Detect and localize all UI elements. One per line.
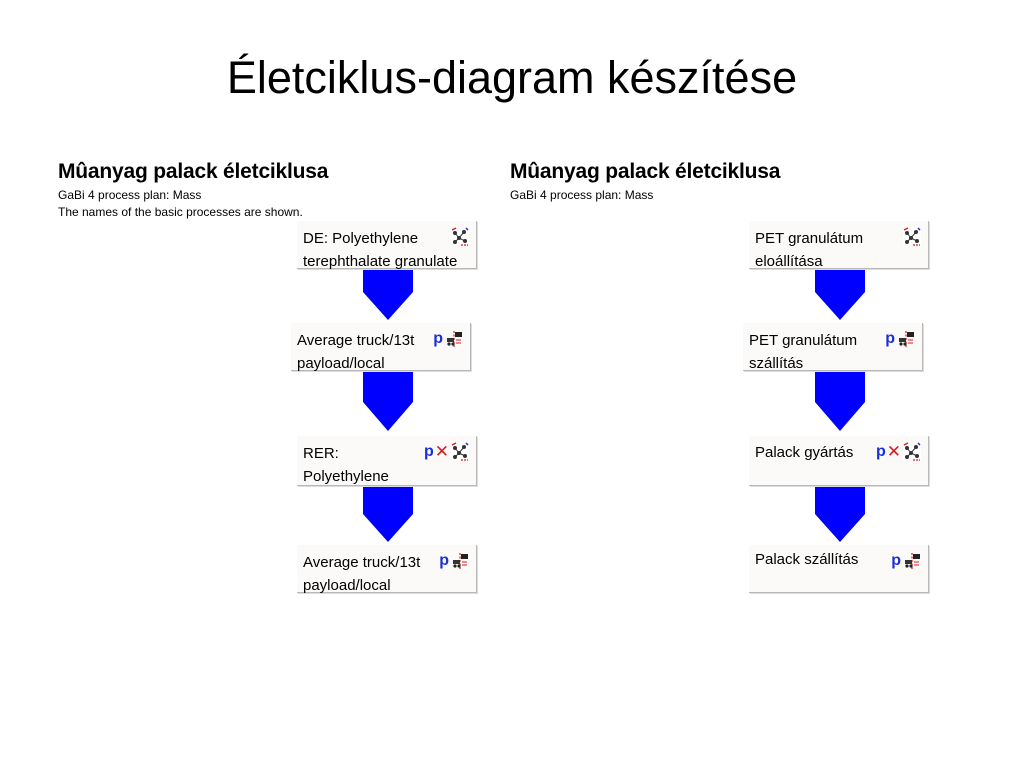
- p-icon: p: [439, 552, 449, 569]
- truck-process-icon: [450, 551, 470, 571]
- network-process-icon: [450, 227, 470, 247]
- process-label: PET granulátum szállítás: [749, 332, 858, 372]
- x-icon: ✕: [434, 442, 449, 461]
- left-process-box-2[interactable]: [291, 323, 471, 371]
- process-label: Palack gyártás: [755, 444, 854, 461]
- process-label: Palack szállítás: [755, 551, 859, 568]
- left-process-box-1[interactable]: [297, 221, 477, 269]
- network-process-icon: [902, 442, 922, 462]
- network-process-icon: [902, 227, 922, 247]
- x-icon: ✕: [886, 442, 901, 461]
- left-panel-title: Mûanyag palack életciklusa: [58, 160, 329, 183]
- right-process-box-2[interactable]: [743, 323, 923, 371]
- truck-process-icon: [896, 329, 916, 349]
- process-label: RER: Polyethylene: [303, 445, 389, 485]
- left-panel-subtitle: GaBi 4 process plan: Mass The names of the basic processes are shown.: [58, 188, 303, 219]
- flow-arrow-icon: [814, 270, 866, 321]
- right-panel-title: Mûanyag palack életciklusa: [510, 160, 781, 183]
- network-process-icon: [450, 442, 470, 462]
- process-label: PET granulátum eloállítása: [755, 230, 864, 270]
- right-process-box-3[interactable]: [749, 436, 929, 486]
- p-icon: p: [433, 330, 443, 347]
- flow-arrow-icon: [814, 372, 866, 432]
- flow-arrow-icon: [814, 487, 866, 543]
- flow-arrow-icon: [362, 270, 414, 321]
- left-process-box-3[interactable]: [297, 436, 477, 486]
- right-panel-subtitle: GaBi 4 process plan: Mass: [510, 188, 654, 202]
- right-process-box-4[interactable]: [749, 545, 929, 593]
- slide-title: Életciklus-diagram készítése: [226, 52, 798, 103]
- flow-arrow-icon: [362, 372, 414, 432]
- p-icon: p: [891, 552, 901, 569]
- truck-process-icon: [902, 551, 922, 571]
- process-label: DE: Polyethylene terephthalate granulate: [303, 230, 458, 270]
- right-process-box-1[interactable]: [749, 221, 929, 269]
- p-icon: p: [875, 443, 886, 460]
- process-label: Average truck/13t payload/local: [303, 554, 421, 594]
- process-label: Average truck/13t payload/local: [297, 332, 415, 372]
- p-icon: p: [885, 330, 895, 347]
- truck-process-icon: [444, 329, 464, 349]
- flow-arrow-icon: [362, 487, 414, 543]
- left-process-box-4[interactable]: [297, 545, 477, 593]
- p-icon: p: [423, 443, 434, 460]
